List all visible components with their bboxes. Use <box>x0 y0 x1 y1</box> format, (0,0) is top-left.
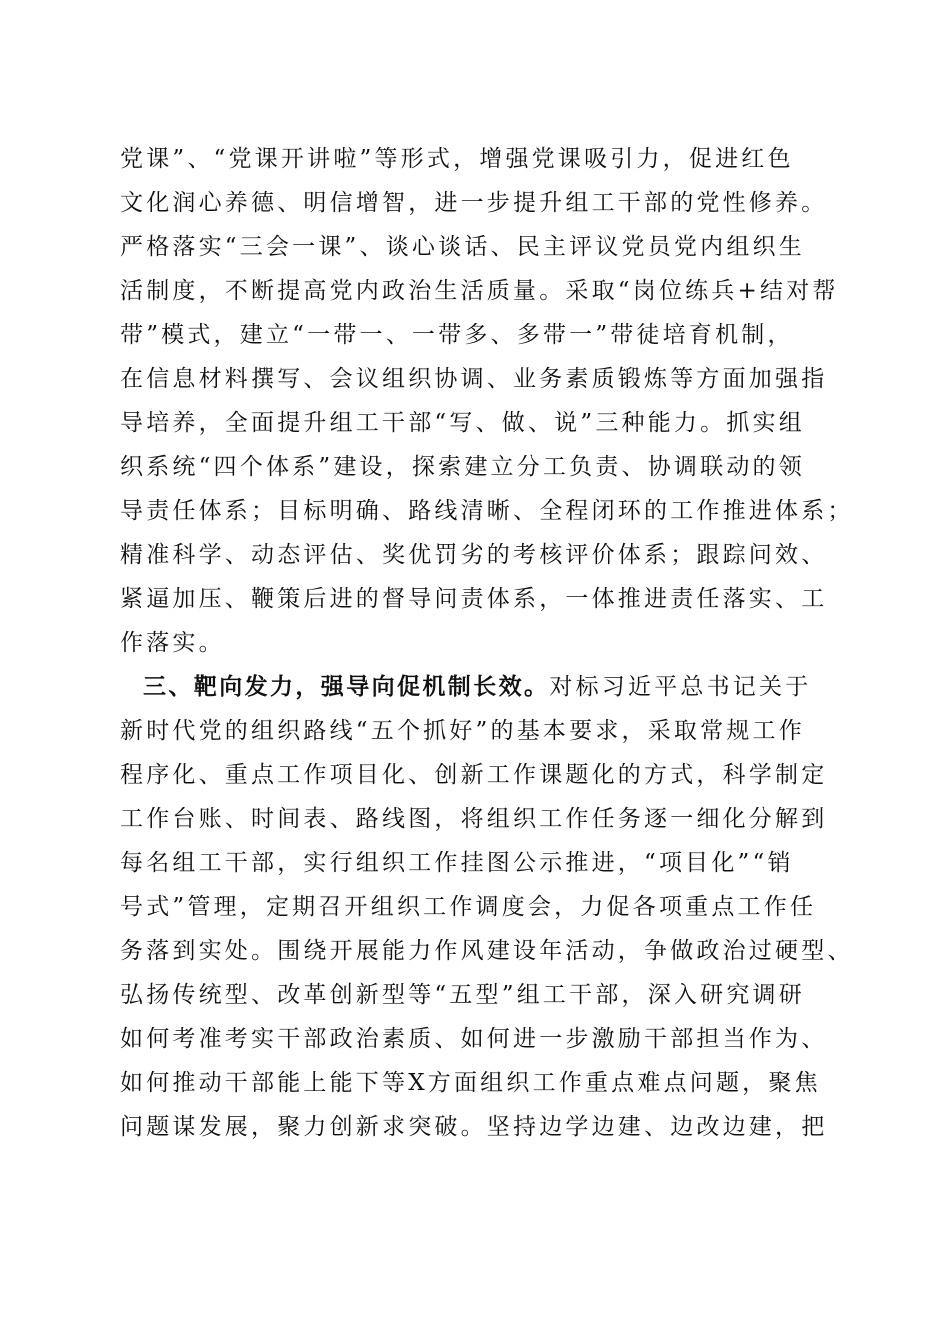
text-line: 织系统“四个体系”建设，探索建立分工负责、协调联动的领 <box>120 454 805 480</box>
text-line: 带”模式，建立“一带一、一带多、多带一”带徒培育机制， <box>120 322 794 348</box>
body-text <box>120 137 860 1149</box>
text-line: 在信息材料撰写、会议组织协调、业务素质锻炼等方面加强指 <box>120 366 828 392</box>
text-line: 如何推动干部能上能下等X方面组织工作重点难点问题，聚焦 <box>120 1070 821 1096</box>
section-heading: 三、靶向发力，强导向促机制长效。 <box>143 674 550 700</box>
text-line: 问题谋发展，聚力创新求突破。坚持边学边建、边改边建，把 <box>120 1114 828 1140</box>
text-line: 导培养，全面提升组工干部“写、做、说”三种能力。抓实组 <box>120 410 805 436</box>
text-line: 程序化、重点工作项目化、创新工作课题化的方式，科学制定 <box>120 762 828 788</box>
text-line: 严格落实“三会一课”、谈心谈话、民主评议党员党内组织生 <box>120 234 805 260</box>
text-line: 号式”管理，定期召开组织工作调度会，力促各项重点工作任 <box>120 894 817 920</box>
text-line: 文化润心养德、明信增智，进一步提升组工干部的党性修养。 <box>120 190 828 216</box>
text-line: 如何考准考实干部政治素质、如何进一步激励干部担当作为、 <box>120 1026 828 1052</box>
text-line: 务落到实处。围绕开展能力作风建设年活动，争做政治过硬型、 <box>120 938 854 964</box>
text-line: 精准科学、动态评估、奖优罚劣的考核评价体系；跟踪问效、 <box>120 542 828 568</box>
text-line: 新时代党的组织路线“五个抓好”的基本要求，采取常规工作 <box>120 718 805 744</box>
text-line: 工作台账、时间表、路线图，将组织工作任务逐一细化分解到 <box>120 806 828 832</box>
section-heading-rest: 对标习近平总书记关于 <box>549 674 812 700</box>
section-heading-line <box>120 665 860 709</box>
text-line: 作落实。 <box>120 630 225 656</box>
text-line: 党课”、“党课开讲啦”等形式，增强党课吸引力，促进红色 <box>120 146 794 172</box>
text-line: 活制度，不断提高党内政治生活质量。采取“岗位练兵+结对帮 <box>120 278 839 304</box>
text-line: 每名组工干部，实行组织工作挂图公示推进，“项目化”“销 <box>120 850 794 876</box>
text-line: 紧逼加压、鞭策后进的督导问责体系，一体推进责任落实、工 <box>120 586 828 612</box>
text-line: 弘扬传统型、改革创新型等“五型”组工干部，深入研究调研 <box>120 982 805 1008</box>
text-line: 导责任体系；目标明确、路线清晰、全程闭环的工作推进体系； <box>120 498 854 524</box>
